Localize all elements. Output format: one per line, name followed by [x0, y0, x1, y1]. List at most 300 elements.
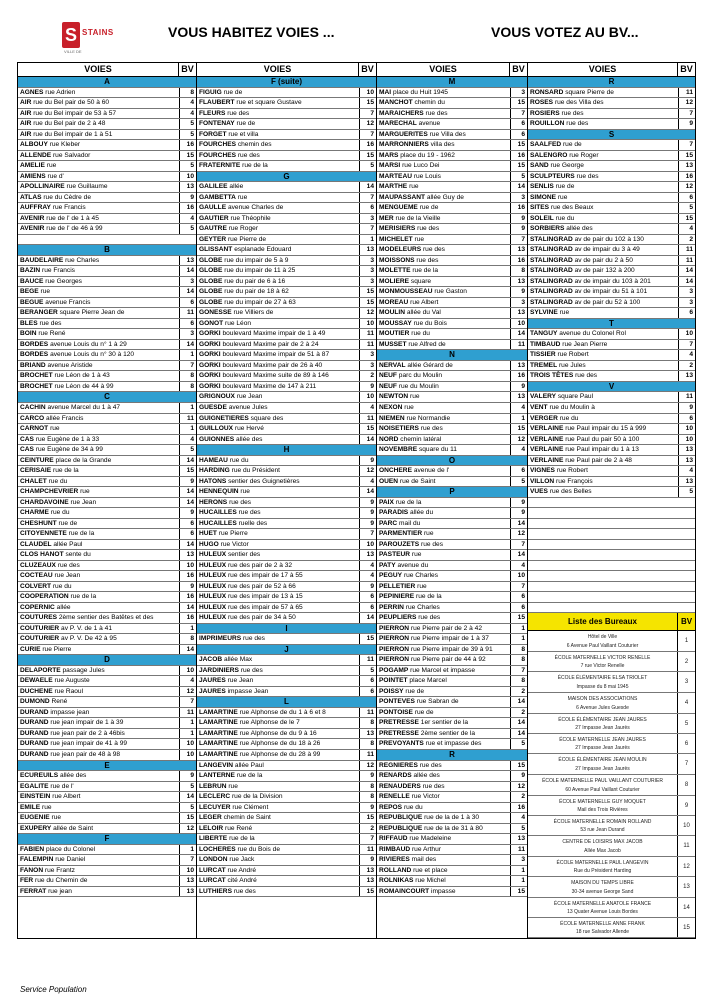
street-detail: rue Alphonse de du 1 à 6 et 8: [239, 708, 326, 716]
street-cell: [197, 824, 359, 834]
street-name: PEPINIERE: [379, 593, 415, 601]
bv-number: 9: [510, 498, 527, 508]
street-cell: [377, 182, 510, 192]
street-cell: [18, 130, 179, 140]
street-name: BERANGER: [20, 309, 58, 317]
street-name: COOPERATION: [20, 593, 69, 601]
table-row: [197, 98, 376, 109]
bv-number: 7: [510, 582, 527, 592]
street-name: MARS: [379, 151, 399, 159]
bv-number: 15: [359, 98, 376, 108]
street-detail: rue jean impair de 41 à 99: [50, 740, 128, 748]
bv-number: 14: [179, 603, 196, 613]
bv-number: 15: [179, 813, 196, 823]
street-cell: [377, 435, 510, 445]
street-detail: rue d': [47, 172, 64, 180]
street-cell: [197, 708, 359, 718]
street-name: STALINGRAD: [530, 277, 573, 285]
street-cell: [377, 561, 510, 571]
bv-number: 1: [179, 729, 196, 739]
bv-number: 13: [359, 245, 376, 255]
bv-number: 15: [510, 424, 527, 434]
bv-number: 10: [179, 666, 196, 676]
street-detail: allée du Val: [406, 309, 441, 317]
bv-number: 9: [510, 508, 527, 518]
street-detail: chemin des: [237, 141, 272, 149]
street-cell: [18, 203, 179, 213]
bv-number: 6: [510, 466, 527, 476]
street-detail: rue de l': [50, 782, 74, 790]
street-cell: [197, 792, 359, 802]
table-row: [18, 277, 196, 288]
street-name: LURCAT: [199, 866, 226, 874]
street-detail: av de pair du 52 à 100: [574, 298, 641, 306]
street-cell: [377, 392, 510, 402]
section-header: V: [528, 382, 695, 393]
street-name: TISSIER: [530, 351, 556, 359]
street-detail: av de pair 132 à 200: [574, 267, 635, 275]
bv-number: 7: [359, 193, 376, 203]
street-cell: [528, 172, 678, 182]
table-row: [528, 277, 695, 288]
street-detail: rue du impair de 27 à 63: [224, 298, 296, 306]
bv-number: 5: [678, 487, 695, 497]
street-detail: rue: [51, 814, 62, 822]
street-cell: [18, 277, 179, 287]
bv-number: 1: [179, 718, 196, 728]
street-name: GLOBE: [199, 256, 223, 264]
street-name: PIERRON: [379, 624, 410, 632]
street-cell: [377, 718, 510, 728]
street-detail: rue de: [414, 708, 434, 716]
street-name: GUILLOUX: [199, 425, 234, 433]
street-detail: rue Frantz: [44, 866, 75, 874]
bureau-row: [528, 877, 695, 898]
street-detail: avenue du Colonel Rol: [559, 330, 626, 338]
street-cell: [197, 876, 359, 886]
street-detail: rue Léon: [225, 319, 252, 327]
street-detail: rue de la de 31 à 80: [424, 824, 483, 832]
bv-number: 11: [678, 256, 695, 266]
street-cell: [377, 529, 510, 539]
bv-number: 9: [179, 582, 196, 592]
table-row: [197, 540, 376, 551]
street-name: MUSSET: [379, 340, 407, 348]
table-row: [528, 329, 695, 340]
bv-number: 4: [179, 676, 196, 686]
bureau-row: [528, 693, 695, 714]
bv-number: 16: [510, 151, 527, 161]
bureau-name: ÉCOLE ÉLÉMENTAIRE ELSA TRIOLET: [557, 674, 648, 681]
street-cell: [18, 540, 179, 550]
bv-number: 4: [359, 403, 376, 413]
street-detail: rue Sabran de: [416, 698, 459, 706]
bv-number: 9: [359, 382, 376, 392]
street-cell: [377, 130, 510, 140]
street-name: NEUF: [379, 382, 397, 390]
street-detail: allée des: [236, 435, 263, 443]
bv-number: 1: [179, 350, 196, 360]
bureau-row: [528, 816, 695, 836]
bureau-row: [528, 754, 695, 775]
table-row: [197, 361, 376, 372]
street-name: NIEMEN: [379, 414, 405, 422]
street-name: MAUPASSANT: [379, 193, 426, 201]
section-header: B: [18, 245, 196, 256]
table-row: [18, 487, 196, 498]
street-name: BORDES: [20, 340, 49, 348]
street-cell: [197, 182, 359, 192]
bv-number: 4: [359, 477, 376, 487]
table-row: [377, 771, 527, 782]
street-name: AMIENS: [20, 172, 46, 180]
street-cell: [18, 624, 179, 634]
bv-number: 15: [510, 761, 527, 771]
street-name: MARTHE: [379, 183, 408, 191]
street-cell: [377, 329, 510, 339]
street-cell: [18, 697, 179, 707]
bv-number: 12: [359, 308, 376, 318]
table-row: [377, 655, 527, 666]
bv-number: 10: [179, 172, 196, 182]
street-cell: [377, 445, 510, 455]
street-name: COUTURIER: [20, 635, 60, 643]
table-row: [528, 119, 695, 130]
street-detail: rue Théophile: [230, 214, 271, 222]
street-name: LECLERC: [199, 793, 231, 801]
street-detail: rue des: [242, 635, 265, 643]
street-cell: [528, 329, 678, 339]
street-name: SENLIS: [530, 183, 554, 191]
bv-number: 11: [359, 750, 376, 760]
street-name: REPOS: [379, 803, 403, 811]
table-row: [18, 361, 196, 372]
bv-number: 4: [678, 466, 695, 476]
street-cell: [377, 792, 510, 802]
street-name: MONMOUSSEAU: [379, 288, 433, 296]
bv-number: 6: [359, 203, 376, 213]
logo-subtext: VILLE DE: [64, 49, 82, 54]
table-row: [197, 708, 376, 719]
street-cell: [377, 824, 510, 834]
bv-number: 5: [179, 445, 196, 455]
street-cell: [197, 203, 359, 213]
bv-number: 1: [510, 876, 527, 886]
bv-number: 3: [359, 361, 376, 371]
bv-number: 14: [179, 287, 196, 297]
street-cell: [18, 193, 179, 203]
bv-number: 13: [179, 550, 196, 560]
street-detail: rue de la Vieille: [395, 214, 441, 222]
street-detail: rue des: [575, 372, 598, 380]
bv-number: 16: [359, 140, 376, 150]
street-cell: [528, 340, 678, 350]
street-detail: rue Alphonse de du 9 à 16: [239, 729, 317, 737]
street-detail: av de pair du 2 à 50: [574, 256, 633, 264]
table-row: [377, 645, 527, 656]
street-name: SCULPTEURS: [530, 172, 575, 180]
bv-number: 8: [179, 634, 196, 644]
bv-number: 7: [359, 834, 376, 844]
bv-number: 9: [678, 403, 695, 413]
table-row: [377, 109, 527, 120]
street-detail: rue: [228, 782, 238, 790]
table-row: [528, 151, 695, 162]
street-name: FOURCHES: [199, 151, 236, 159]
street-detail: cité André: [227, 877, 257, 885]
street-name: FOURCHES: [199, 141, 236, 149]
street-cell: [377, 256, 510, 266]
table-row: [377, 550, 527, 561]
street-name: POGAMP: [379, 666, 409, 674]
street-detail: 2ème sentier de la: [420, 729, 476, 737]
street-cell: [18, 803, 179, 813]
street-cell: [18, 887, 179, 897]
bv-number: 14: [179, 645, 196, 655]
street-name: LOCHERES: [199, 845, 236, 853]
bv-number: 8: [179, 88, 196, 98]
bureau-row: [528, 857, 695, 877]
table-row: [197, 634, 376, 645]
empty-row: [528, 498, 695, 509]
bv-number: 15: [678, 151, 695, 161]
street-name: HUET: [199, 530, 217, 538]
bv-number: 6: [510, 119, 527, 129]
street-cell: [197, 392, 359, 402]
bv-number: 6: [359, 676, 376, 686]
street-detail: rue Léon de 44 à 99: [54, 382, 114, 390]
street-cell: [377, 340, 510, 350]
street-detail: rue du Cèdre de: [43, 193, 91, 201]
street-detail: 1er sentier de la: [420, 719, 469, 727]
street-name: PONTOISE: [379, 708, 413, 716]
bv-number: 3: [510, 855, 527, 865]
street-cell: [197, 319, 359, 329]
bureau-name: ÉCOLE MATERNELLE PAUL VAILLANT COUTURIER: [542, 777, 663, 784]
bv-number: 7: [359, 529, 376, 539]
street-detail: rue des: [421, 540, 444, 548]
table-row: [377, 582, 527, 593]
street-cell: [18, 140, 179, 150]
street-detail: rue Luco Dei: [402, 162, 440, 170]
section-header: H: [197, 445, 376, 456]
street-detail: rue Jean: [70, 498, 97, 506]
street-cell: [18, 361, 179, 371]
bureau-info: [528, 796, 677, 815]
table-row: [197, 529, 376, 540]
street-cell: [377, 761, 510, 771]
bv-number: 9: [359, 582, 376, 592]
street-detail: rue de la: [395, 498, 422, 506]
street-name: GORKI: [199, 361, 221, 369]
column-3: [377, 63, 528, 938]
street-cell: [197, 456, 359, 466]
street-name: BEGUE: [20, 298, 44, 306]
table-row: [18, 224, 196, 235]
street-detail: square Pierre Jean de: [59, 309, 125, 317]
bureau-row: [528, 652, 695, 672]
street-detail: rue et impasse des: [425, 740, 482, 748]
table-row: [377, 592, 527, 603]
bv-number: 13: [510, 834, 527, 844]
bv-number: 1: [179, 403, 196, 413]
street-detail: allée Paul: [53, 540, 83, 548]
bv-number: 11: [179, 414, 196, 424]
street-cell: [528, 88, 678, 98]
bureaux-title: Liste des Bureaux: [568, 617, 637, 627]
street-cell: [18, 508, 179, 518]
street-cell: [528, 350, 678, 360]
bv-number: 11: [359, 340, 376, 350]
street-cell: [377, 876, 510, 886]
street-detail: rue Kleber: [49, 141, 81, 149]
street-cell: [377, 519, 510, 529]
street-cell: [377, 739, 510, 749]
bv-number: 14: [510, 729, 527, 739]
street-name: HATONS: [199, 477, 227, 485]
table-row: [377, 130, 527, 141]
street-cell: [197, 424, 359, 434]
bureau-address: 30-34 avenue George Sand: [571, 888, 634, 895]
table-row: [18, 119, 196, 130]
street-name: RIVIERES: [379, 856, 410, 864]
bv-number: 6: [359, 592, 376, 602]
street-name: NEXON: [379, 403, 403, 411]
street-detail: rue Hervé: [234, 425, 264, 433]
street-name: REPUBLIQUE: [379, 824, 423, 832]
street-name: MAI: [379, 88, 392, 96]
street-name: SIMONE: [530, 193, 557, 201]
street-name: HULEUX: [199, 603, 227, 611]
table-row: [197, 487, 376, 498]
table-row: [18, 182, 196, 193]
voies-header: VOIES: [588, 64, 617, 74]
street-cell: [18, 687, 179, 697]
bv-number: 7: [678, 109, 695, 119]
street-detail: rue Eugène de 34 à 99: [35, 446, 103, 454]
street-name: SOLEIL: [530, 214, 554, 222]
table-row: [197, 718, 376, 729]
table-row: [377, 424, 527, 435]
bv-number: 13: [359, 729, 376, 739]
table-row: [197, 655, 376, 666]
bv-number: 13: [359, 876, 376, 886]
table-row: [18, 508, 196, 519]
bv-number: 13: [678, 445, 695, 455]
bv-number: 7: [678, 140, 695, 150]
street-detail: chemin latéral: [400, 435, 442, 443]
bv-number: 7: [179, 697, 196, 707]
bv-number: 14: [359, 435, 376, 445]
street-name: VILLON: [530, 477, 555, 485]
bv-number: 15: [179, 151, 196, 161]
table-row: [197, 182, 376, 193]
bv-number: 15: [359, 887, 376, 897]
street-name: EMILE: [20, 803, 41, 811]
street-name: MARSI: [379, 162, 401, 170]
bureau-name: MAISON DU TEMPS LIBRE: [571, 879, 634, 886]
table-row: [377, 813, 527, 824]
street-detail: square Pierre de: [565, 88, 614, 96]
street-cell: [528, 298, 678, 308]
street-name: LUTHIERS: [199, 887, 232, 895]
street-name: DUCHENE: [20, 687, 53, 695]
street-cell: [377, 771, 510, 781]
street-name: GLOBE: [199, 288, 223, 296]
street-name: BORDES: [20, 351, 49, 359]
street-name: COPERNIC: [20, 603, 55, 611]
street-name: GRIGNOUX: [199, 393, 235, 401]
street-cell: [528, 424, 678, 434]
table-row: [377, 151, 527, 162]
bv-number: 9: [510, 224, 527, 234]
table-row: [197, 403, 376, 414]
table-row: [197, 456, 376, 467]
table-row: [377, 445, 527, 456]
street-cell: [18, 435, 179, 445]
street-name: GORKI: [199, 340, 221, 348]
street-name: FIGUIG: [199, 88, 222, 96]
bv-number: 15: [179, 466, 196, 476]
street-detail: rue Normandie: [406, 414, 451, 422]
street-detail: avenue Aristide: [47, 361, 93, 369]
table-row: [377, 277, 527, 288]
street-detail: rue: [417, 582, 427, 590]
street-name: CHARME: [20, 509, 49, 517]
table-row: [377, 382, 527, 393]
bv-number: 13: [179, 887, 196, 897]
street-name: NEUF: [379, 372, 397, 380]
table-row: [377, 319, 527, 330]
street-detail: rue Alphonse de du 18 à 26: [239, 740, 321, 748]
table-row: [197, 109, 376, 120]
street-detail: rue: [50, 425, 60, 433]
street-cell: [197, 540, 359, 550]
street-name: HULEUX: [199, 551, 227, 559]
street-name: MERISIERS: [379, 225, 416, 233]
street-detail: rue et square Gustave: [236, 99, 302, 107]
table-row: [197, 834, 376, 845]
street-detail: rue Paul impair du 15 à 999: [565, 425, 647, 433]
street-detail: rue des Villa des: [554, 99, 604, 107]
street-cell: [377, 571, 510, 581]
table-row: [197, 592, 376, 603]
bv-number: 9: [359, 519, 376, 529]
street-cell: [18, 613, 179, 623]
street-detail: chemin de Saint: [223, 814, 271, 822]
table-row: [18, 371, 196, 382]
bv-number: 9: [179, 477, 196, 487]
bv-number: 4: [510, 445, 527, 455]
street-cell: [18, 308, 179, 318]
table-row: [528, 214, 695, 225]
street-cell: [18, 224, 179, 234]
street-detail: rue Pierre: [42, 645, 72, 653]
table-row: [377, 729, 527, 740]
street-detail: rue du: [50, 509, 70, 517]
column-1: [18, 63, 197, 938]
street-detail: rue de la: [68, 530, 95, 538]
bv-number: 14: [179, 540, 196, 550]
table-row: [18, 687, 196, 698]
street-detail: rue de la: [70, 593, 97, 601]
section-header: F (suite): [197, 77, 376, 88]
bureau-info: [528, 652, 677, 671]
street-cell: [18, 771, 179, 781]
street-cell: [377, 866, 510, 876]
table-row: [197, 845, 376, 856]
street-name: LAMARTINE: [199, 751, 238, 758]
